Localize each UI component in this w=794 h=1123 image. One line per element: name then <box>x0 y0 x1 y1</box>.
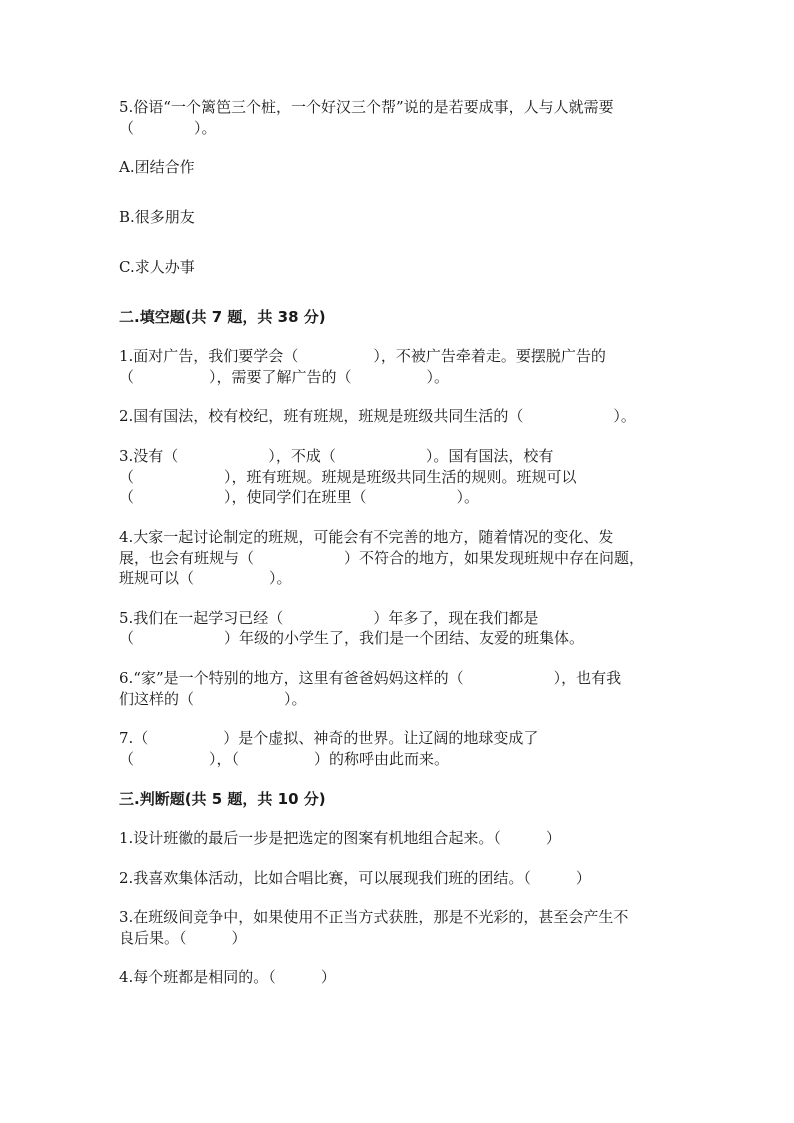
fill-question-5-line: （ ）年级的小学生了，我们是一个团结、友爱的班集体。 <box>119 629 585 647</box>
fill-question-4-line: 展，也会有班规与（ ）不符合的地方，如果发现班规中存在问题， <box>119 549 645 567</box>
fill-question-2-line: 2.国有国法，校有校纪，班有班规，班规是班级共同生活的（ ）。 <box>119 407 636 425</box>
fill-question-6-line: 们这样的（ ）。 <box>119 690 307 708</box>
judge-question-4: 4.每个班都是相同的。（ ） <box>119 968 336 986</box>
judge-question-3-line: 3.在班级间竞争中，如果使用不正当方式获胜，那是不光彩的，甚至会产生不 <box>119 908 629 926</box>
fill-question-1-line: 1.面对广告，我们要学会（ ），不被广告牵着走。要摆脱广告的 <box>119 347 606 365</box>
fill-question-4-line: 班规可以（ ）。 <box>119 569 292 587</box>
fill-question-4-line: 4.大家一起讨论制定的班规，可能会有不完善的地方，随着情况的变化、发 <box>119 528 614 546</box>
fill-question-3-line: 3.没有（ ），不成（ ）。国有国法，校有 <box>119 447 554 465</box>
option-c: C.求人办事 <box>119 258 195 276</box>
question-stem-line: （ ）。 <box>119 119 217 137</box>
fill-question-3-line: （ ），使同学们在班里（ ）。 <box>119 488 480 506</box>
fill-question-5-line: 5.我们在一起学习已经（ ）年多了，现在我们都是 <box>119 609 539 627</box>
judge-question-2: 2.我喜欢集体活动，比如合唱比赛，可以展现我们班的团结。（ ） <box>119 869 591 887</box>
fill-question-7-line: （ ），（ ）的称呼由此而来。 <box>119 750 450 768</box>
option-a: A.团结合作 <box>119 158 195 176</box>
question-stem-line: 5.俗语“一个篱笆三个桩，一个好汉三个帮”说的是若要成事，人与人就需要 <box>119 98 614 116</box>
fill-question-6-line: 6.“家”是一个特别的地方，这里有爸爸妈妈这样的（ ），也有我 <box>119 669 622 687</box>
judge-question-3-line: 良后果。（ ） <box>119 929 247 947</box>
option-b: B.很多朋友 <box>119 208 195 226</box>
fill-question-3-line: （ ），班有班规。班规是班级共同生活的规则。班规可以 <box>119 468 577 486</box>
section-heading-judge: 三.判断题(共 5 题，共 10 分) <box>119 790 326 808</box>
fill-question-1-line: （ ），需要了解广告的（ ）。 <box>119 368 450 386</box>
fill-question-7-line: 7.（ ）是个虚拟、神奇的世界。让辽阔的地球变成了 <box>119 729 539 747</box>
judge-question-1: 1.设计班徽的最后一步是把选定的图案有机地组合起来。（ ） <box>119 829 561 847</box>
section-heading-fill: 二.填空题(共 7 题，共 38 分) <box>119 308 326 326</box>
